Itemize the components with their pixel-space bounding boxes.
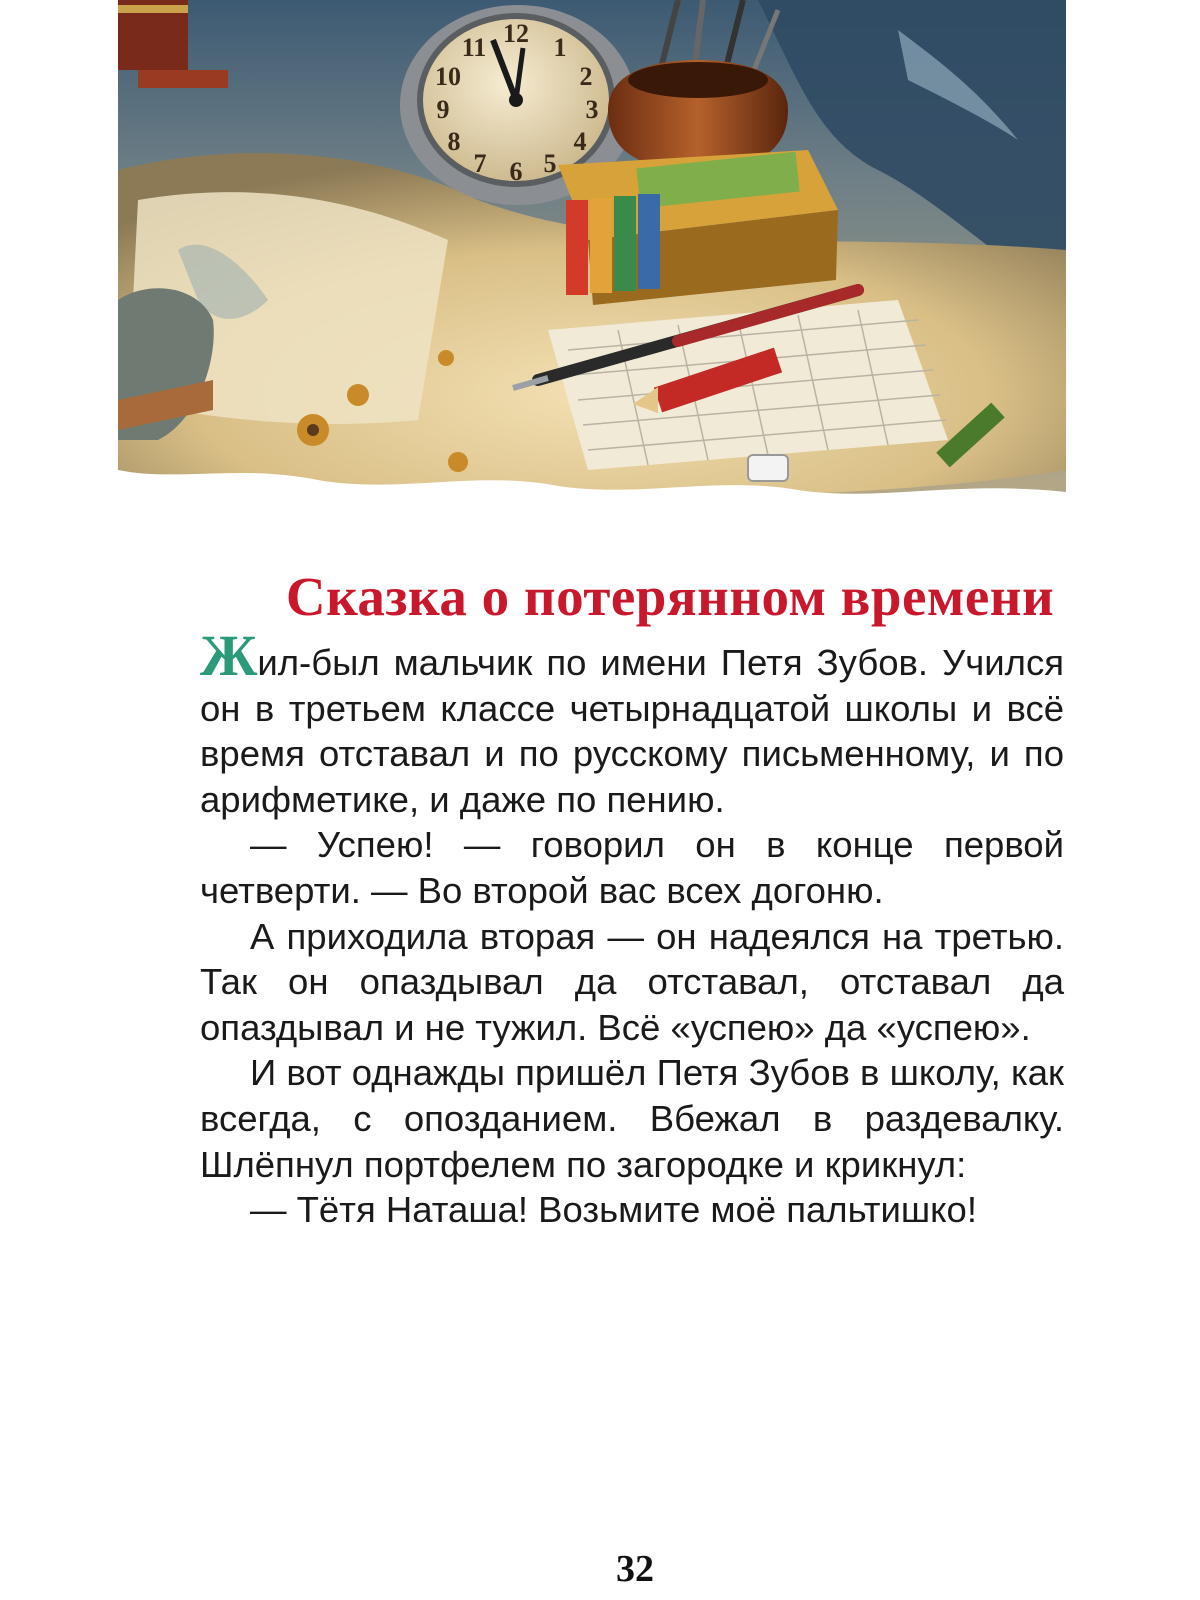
- svg-text:11: 11: [461, 33, 487, 62]
- svg-text:2: 2: [579, 62, 593, 91]
- story-title: Сказка о потерянном времени: [285, 565, 1055, 627]
- pencil-box-icon: [558, 150, 838, 305]
- story-illustration: [118, 0, 1066, 506]
- illustration-drawing: [118, 0, 1066, 506]
- paragraph-1-text: ил-был мальчик по имени Петя Зубов. Учился он в третьем классе четырнадцатой школы и всё время отставал и по русскому письменному, и по арифметике, и даже по пению.: [200, 642, 1064, 820]
- paragraph-1: [200, 623, 1064, 822]
- svg-text:10: 10: [435, 62, 461, 91]
- svg-text:5: 5: [543, 149, 557, 178]
- story-text: [200, 623, 1064, 1233]
- paragraph-5: — Тётя Наташа! Возьмите моё пальтишко!: [250, 1189, 977, 1231]
- paragraph-2: — Успею! — говорил он в конце первой четверти. — Во второй вас всех догоню.: [200, 824, 1064, 911]
- paragraph-4: И вот однажды пришёл Петя Зубов в школу, как всегда, с опозданием. Вбежал в раздевалку. Шлёпнул портфелем по загородке и крикнул:: [200, 1052, 1064, 1185]
- paragraph-3: А приходила вторая — он надеялся на третью. Так он опаздывал да отставал, отставал да опаздывал и не тужил. Всё «успею» да «успею».: [200, 915, 1064, 1048]
- svg-text:12: 12: [503, 19, 529, 48]
- svg-text:6: 6: [509, 157, 523, 186]
- svg-text:9: 9: [436, 95, 450, 124]
- svg-text:7: 7: [473, 149, 487, 178]
- page-number: 32: [616, 1548, 654, 1590]
- svg-text:8: 8: [447, 127, 461, 156]
- svg-text:1: 1: [553, 33, 567, 62]
- drop-cap-letter: Ж: [200, 623, 258, 688]
- svg-text:3: 3: [585, 95, 599, 124]
- svg-text:4: 4: [573, 127, 587, 156]
